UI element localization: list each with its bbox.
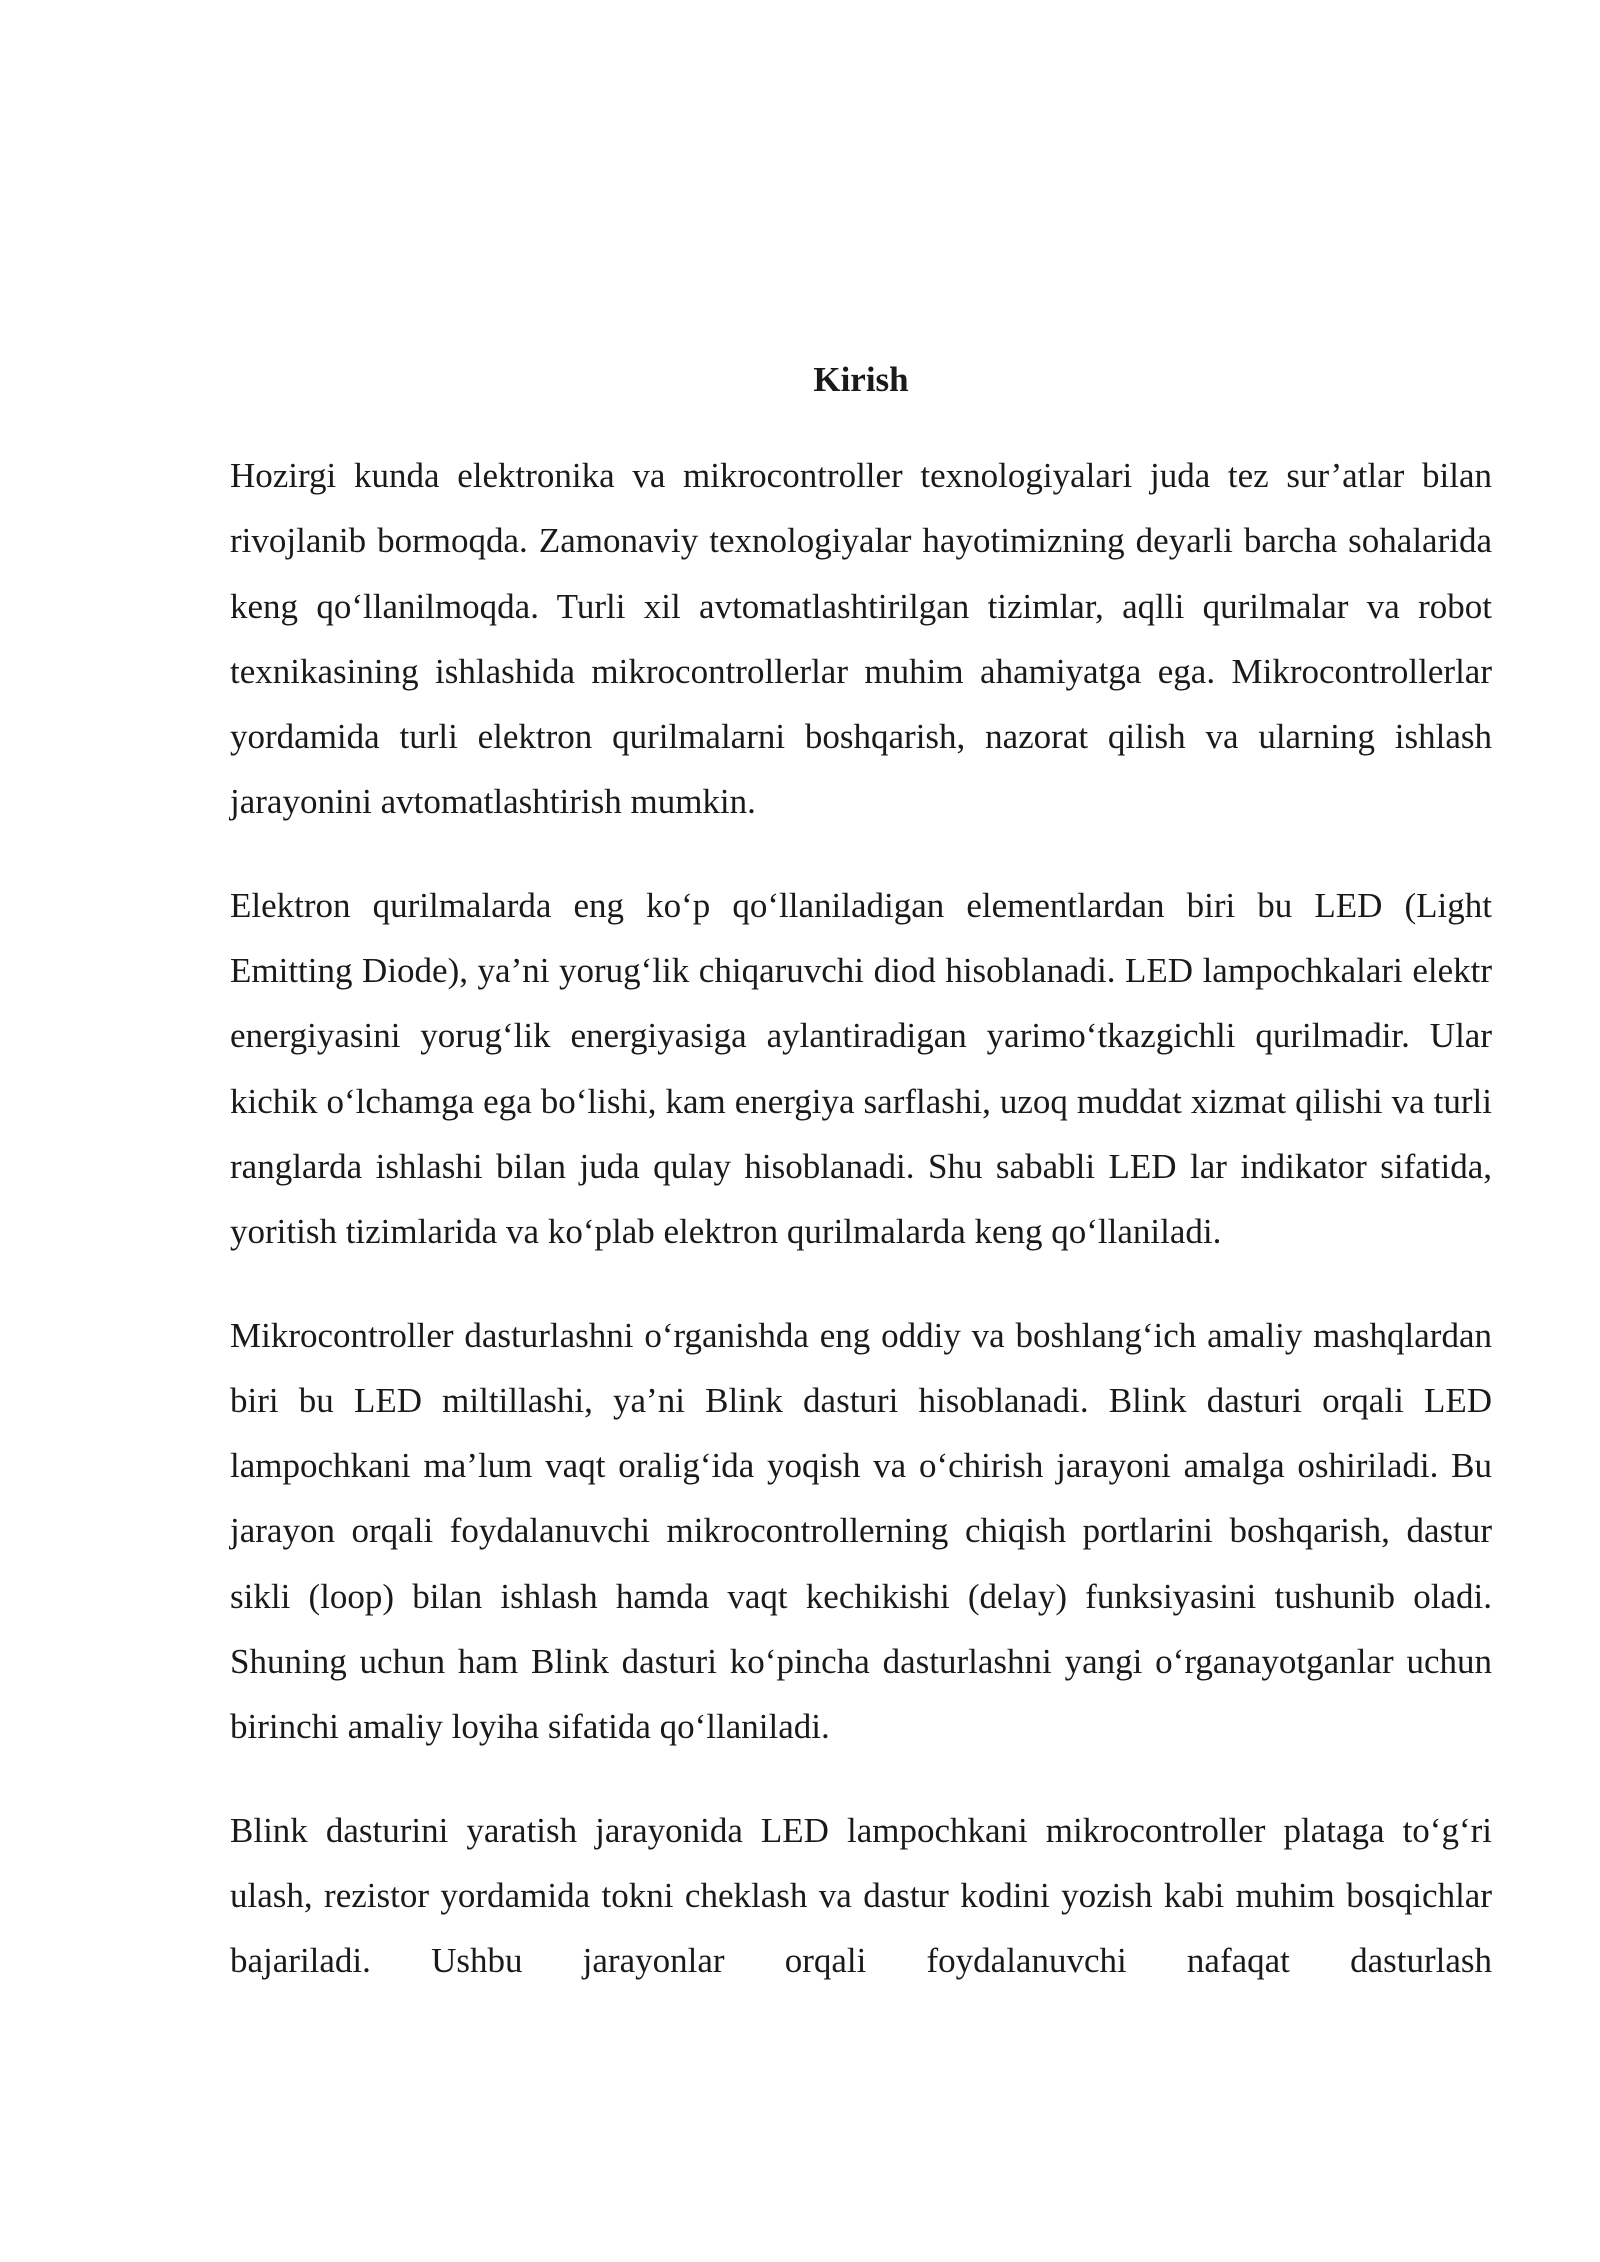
- document-body: [230, 355, 1492, 2032]
- paragraph-intro: Hozirgi kunda elektronika va mikrocontroller texnologiyalari juda tez sur’atlar bilan rivojlanib bormoqda. Zamonaviy texnologiyalar hayotimizning deyarli barcha sohalarida keng qo‘llanilmoqda. Turli xil avtomatlashtirilgan tizimlar, aqlli qurilmalar va robot texnikasining ishlashida mikrocontrollerlar muhim ahamiyatga ega. Mikrocontrollerlar yordamida turli elektron qurilmalarni boshqarish, nazorat qilish va ularning ishlash jarayonini avtomatlashtirish mumkin.: [230, 456, 1492, 822]
- paragraph-blink: Mikrocontroller dasturlashni o‘rganishda eng oddiy va boshlang‘ich amaliy mashqlardan biri bu LED miltillashi, ya’ni Blink dasturi hisoblanadi. Blink dasturi orqali LED lampochkani ma’lum vaqt oralig‘ida yoqish va o‘chirish jarayoni amalga oshiriladi. Bu jarayon orqali foydalanuvchi mikrocontrollerning chiqish portlarini boshqarish, dastur sikli (loop) bilan ishlash hamda vaqt kechikishi (delay) funksiyasini tushunib oladi. Shuning uchun ham Blink dasturi ko‘pincha dasturlashni yangi o‘rganayotganlar uchun birinchi amaliy loyiha sifatida qo‘llaniladi.: [230, 1315, 1492, 1747]
- section-title: Kirish: [813, 360, 909, 399]
- paragraph-blink-steps: Blink dasturini yaratish jarayonida LED lampochkani mikrocontroller plataga to‘g‘ri ulash, rezistor yordamida tokni cheklash va dastur kodini yozish kabi muhim bosqichlar bajariladi. Ushbu jarayonlar orqali foydalanuvchi nafaqat dasturlash: [230, 1810, 1492, 1981]
- paragraph-led: Elektron qurilmalarda eng ko‘p qo‘llaniladigan elementlardan biri bu LED (Light Emitting Diode), ya’ni yorug‘lik chiqaruvchi diod hisoblanadi. LED lampochkalari elektr energiyasini yorug‘lik energiyasiga aylantiradigan yarimo‘tkazgichli qurilmadir. Ular kichik o‘lchamga ega bo‘lishi, kam energiya sarflashi, uzoq muddat xizmat qilishi va turli ranglarda ishlashi bilan juda qulay hisoblanadi. Shu sababli LED lar indikator sifatida, yoritish tizimlarida va ko‘plab elektron qurilmalarda keng qo‘llaniladi.: [230, 885, 1492, 1252]
